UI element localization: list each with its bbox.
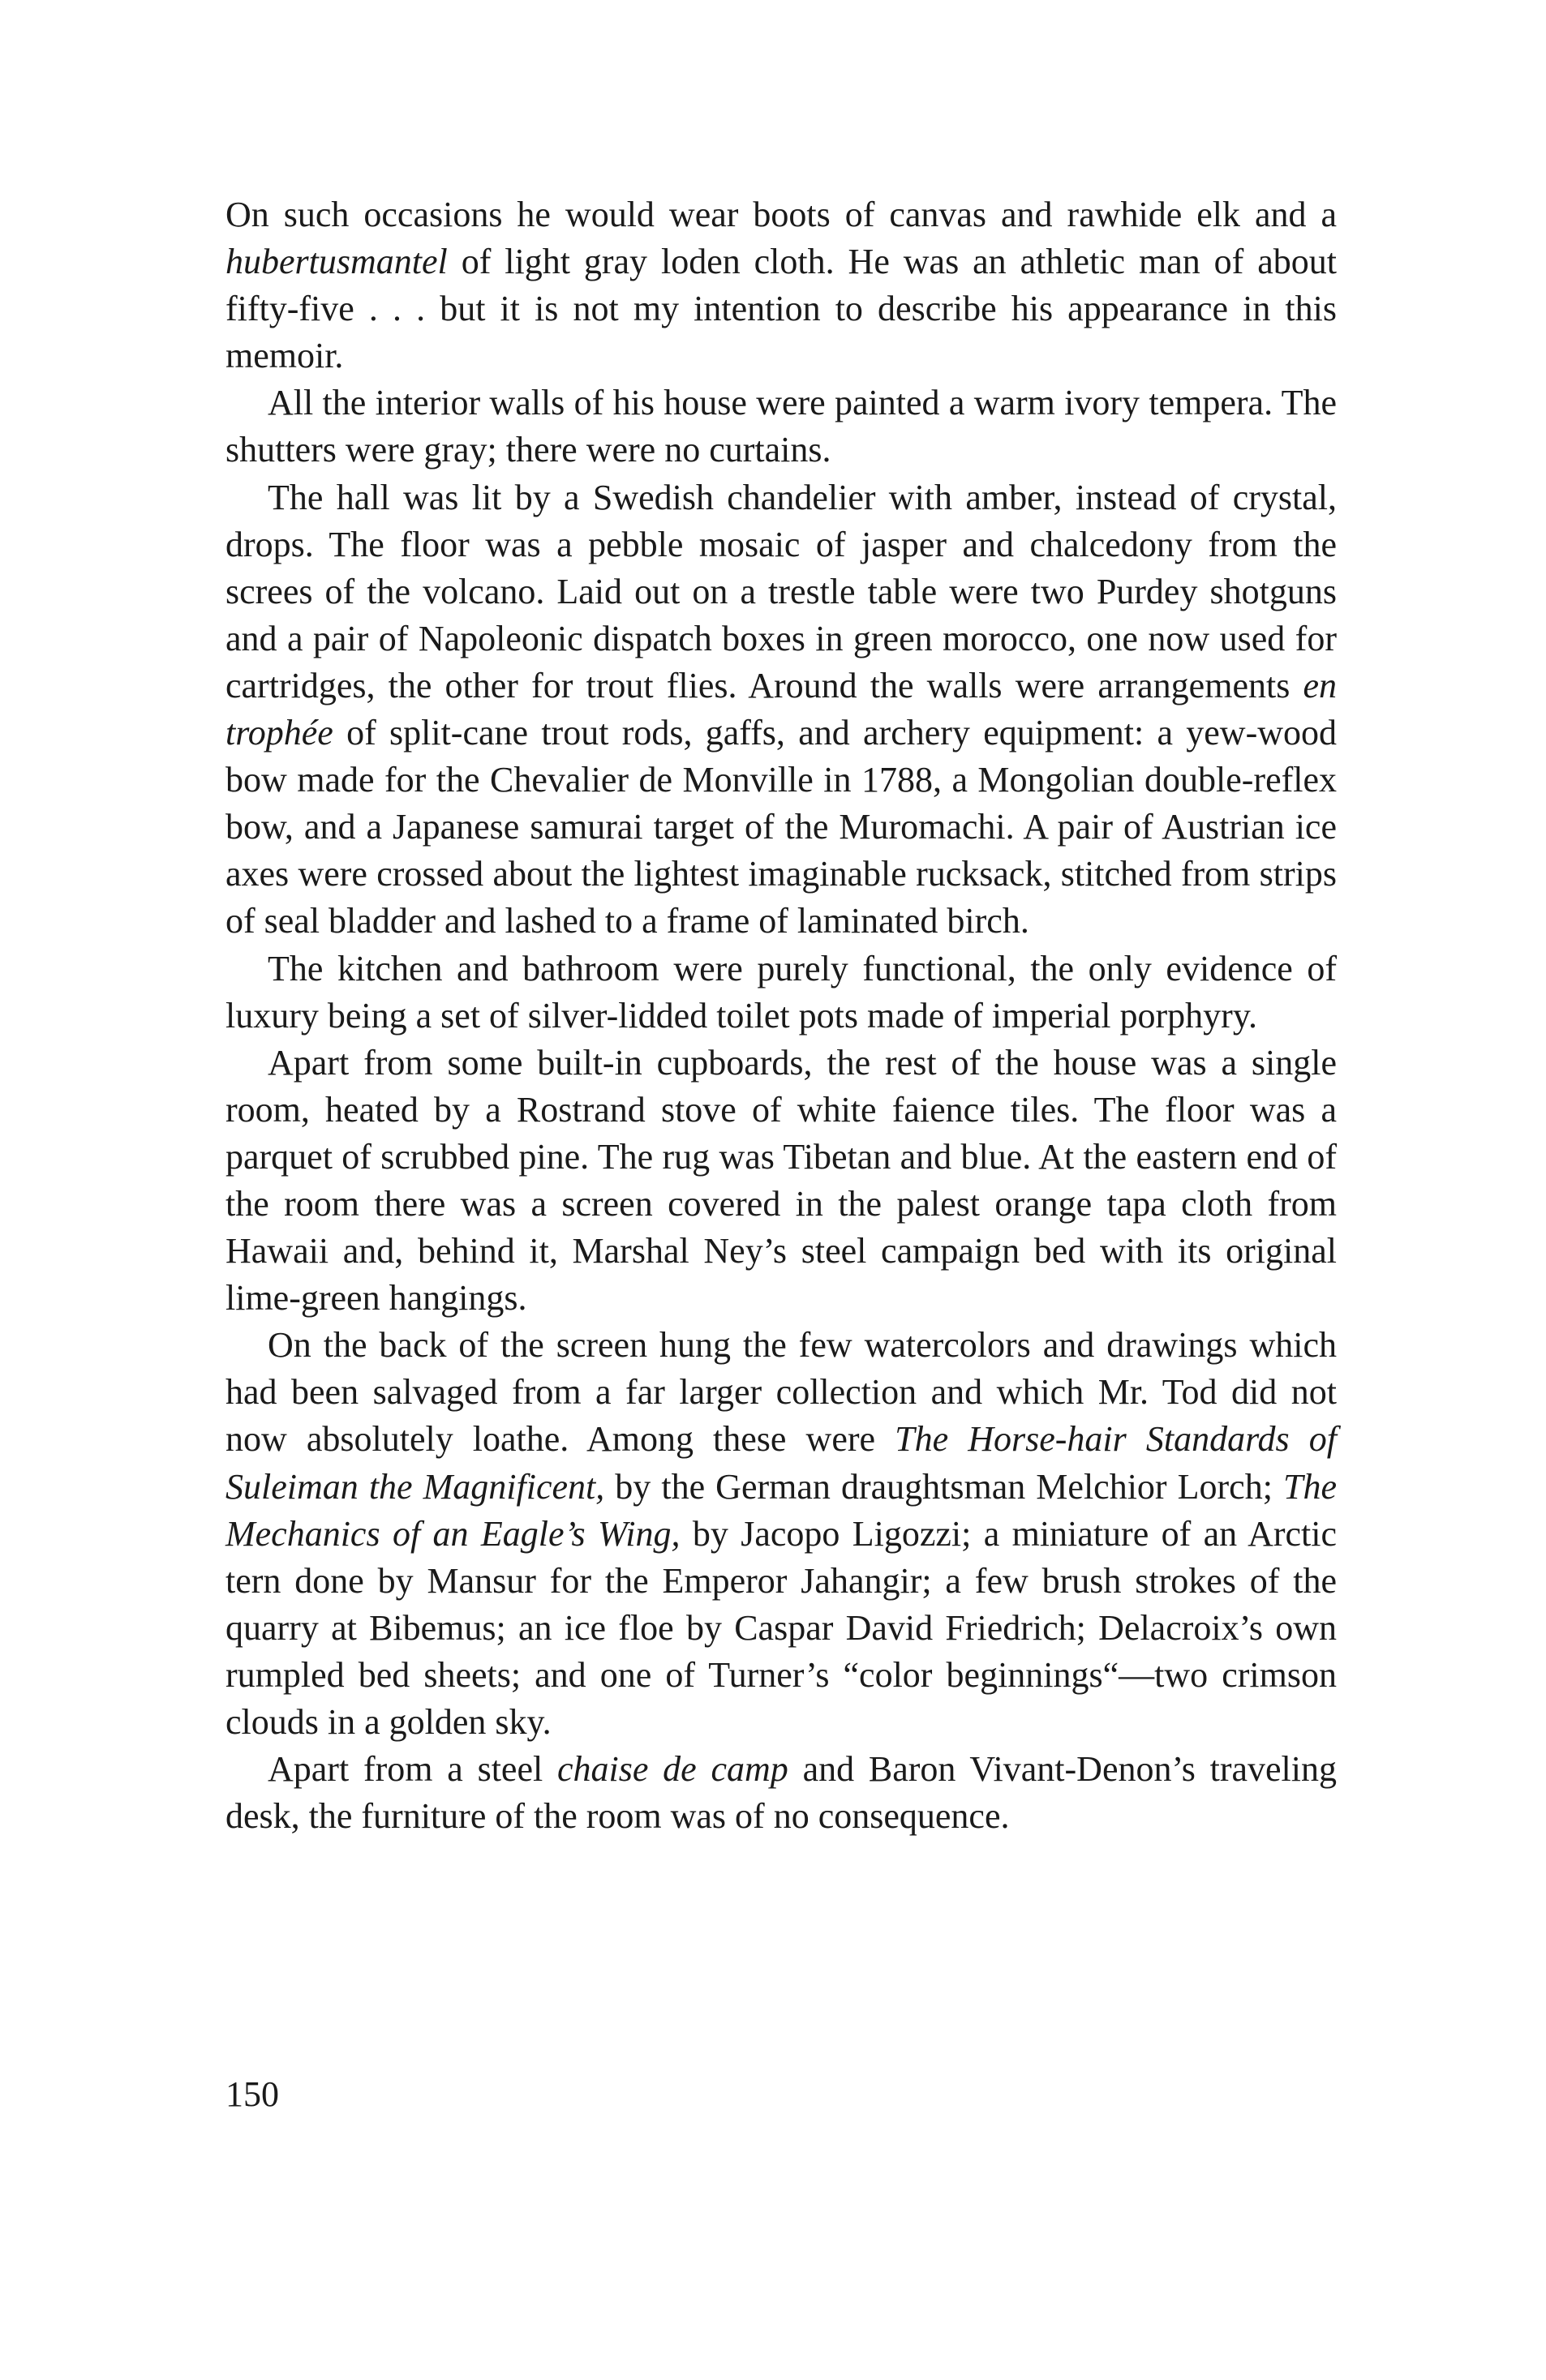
paragraph [225, 1322, 1337, 1746]
paragraph [225, 946, 1337, 1040]
paragraph [225, 474, 1337, 946]
paragraph [225, 380, 1337, 474]
paragraph [225, 1746, 1337, 1840]
paragraph-text: by Jacopo Ligozzi; a miniature of an Arctic tern done by Mansur for the Emperor Jahangir; a few brush strokes of the quarry at Bibemus; an ice floe by Caspar David Friedrich; Delacroix’s own rumpled bed sheets; and one of Turner’s “color beginnings“—two crimson clouds in a golden sky. [225, 1513, 1338, 1742]
paragraph [225, 1040, 1337, 1323]
paragraph-text: and Baron Vivant-Denon’s traveling desk, the furniture of the room was of no consequence. [225, 1749, 1337, 1837]
italic-title-text: hubertusmantel [225, 242, 448, 282]
italic-title-text: chaise de camp [557, 1749, 788, 1790]
paragraph-text: Apart from a steel [268, 1749, 557, 1790]
page-number: 150 [225, 2074, 279, 2114]
paragraph-text: On such occasions he would wear boots of canvas and rawhide elk and a [225, 195, 1337, 234]
paragraph-text: of light gray loden cloth. He was an athletic man of about fifty-five . . . but it is not my intention to describe his appearance in this memoir. [225, 242, 1337, 376]
paragraph-text: The hall was lit by a Swedish chandelier with amber, instead of crystal, drops. The floor was a pebble mosaic of jasper and chalcedony from the screes of the volcano. Laid out on a trestle table were two Purdey shotguns and a pair of Napoleonic dispatch boxes in green morocco, one now used for cartridges, the other for trout flies. Around the walls were arrangements [225, 477, 1337, 705]
italic-title-text: The Horse-hair Standards of Suleiman the Magnificent, [225, 1419, 1337, 1507]
paragraph-text: The kitchen and bathroom were purely functional, the only evidence of luxury being a set of silver-lidded toilet pots made of imperial porphyry. [225, 948, 1337, 1036]
paragraph-text: All the interior walls of his house were painted a warm ivory tempera. The shutters were gray; there were no curtains. [225, 383, 1337, 470]
paragraph-text: On the back of the screen hung the few watercolors and drawings which had been salvaged from a far larger collection and which Mr. Tod did not now absolutely loathe. Among these were [225, 1325, 1337, 1460]
paragraph-text: of split-cane trout rods, gaffs, and archery equipment: a yew-wood bow made for the Chevalier de Monville in 1788, a Mongolian double-reflex bow, and a Japanese samurai target of the Muromachi. A pair of Austrian ice axes were crossed about the lightest imaginable rucksack, stitched from strips of seal bladder and lashed to a frame of laminated birch. [225, 713, 1337, 941]
paragraph-text: Apart from some built-in cupboards, the rest of the house was a single room, heated by a Rostrand stove of white faience tiles. The floor was a parquet of scrubbed pine. The rug was Tibetan and blue. At the eastern end of the room there was a screen covered in the palest orange tapa cloth from Hawaii and, behind it, Marshal Ney’s steel campaign bed with its original lime-green hangings. [225, 1042, 1337, 1319]
paragraph [225, 191, 1337, 380]
italic-title-text: The Mechanics of an Eagle’s Wing, [225, 1466, 1337, 1554]
paragraph-text: by the German draughtsman Melchior Lorch; [604, 1466, 1283, 1507]
italic-title-text: en trophée [225, 665, 1337, 753]
body-text [225, 191, 1337, 1840]
